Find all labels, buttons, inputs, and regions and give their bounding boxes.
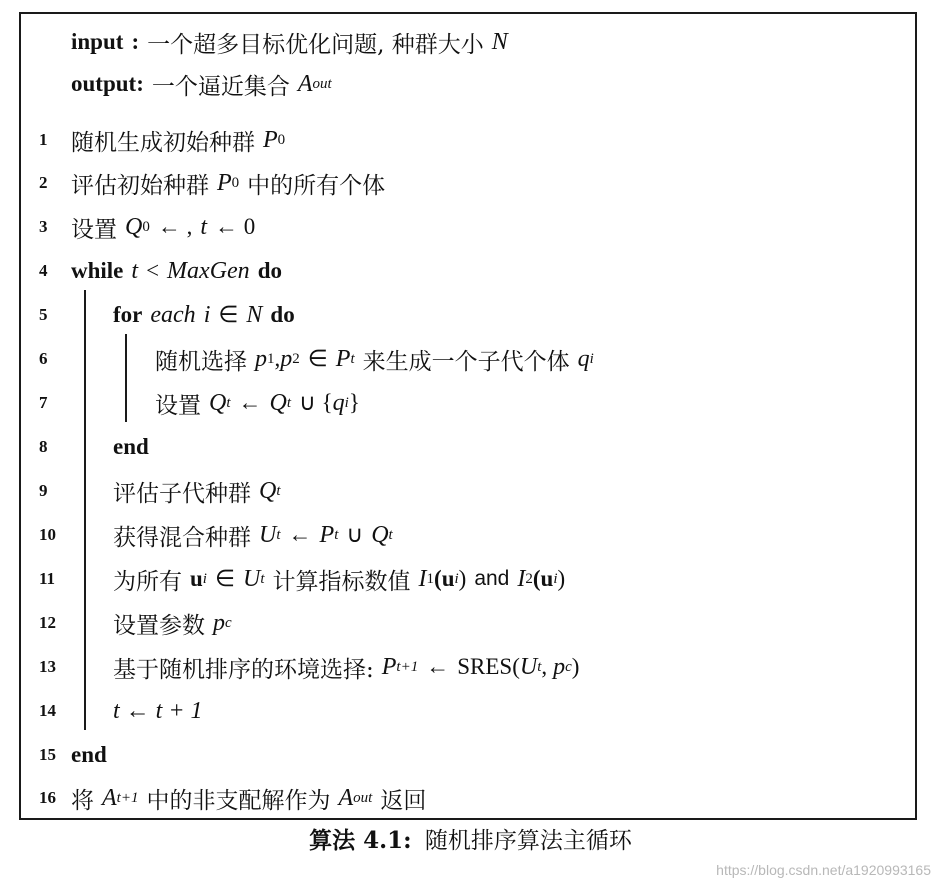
- math-op: ∪: [346, 522, 364, 547]
- math-op: ∈: [218, 302, 239, 327]
- line-number: 16: [39, 788, 56, 807]
- line-number: 14: [39, 701, 56, 720]
- math-sub: t: [276, 482, 281, 499]
- math-op: ,: [541, 654, 548, 679]
- math-sub: 1: [267, 350, 275, 367]
- line-number: 13: [39, 657, 56, 676]
- math-op: }: [348, 390, 360, 415]
- math-op: ← 0: [215, 214, 256, 239]
- algo-line-13: [21, 645, 915, 689]
- math-op: ): [458, 566, 467, 591]
- math-var: I: [418, 565, 427, 592]
- math-sub: t+1: [116, 789, 139, 806]
- algo-line-1: [21, 118, 915, 162]
- math-var: P: [217, 169, 232, 196]
- math-op: ): [557, 566, 566, 591]
- math-var: P: [263, 126, 278, 153]
- math-op: ∈: [214, 566, 236, 591]
- math-op: ←: [238, 390, 262, 415]
- line-number: 10: [39, 525, 56, 544]
- math-sub: t+1: [396, 658, 419, 675]
- math-var: P: [381, 653, 397, 680]
- math-sub: t: [537, 658, 542, 675]
- output-line: [21, 62, 915, 106]
- input-text: 一个超多目标优化问题, 种群大小: [147, 31, 484, 58]
- line-number: 6: [39, 349, 48, 368]
- math-var: p: [213, 609, 225, 636]
- math-var: i: [203, 301, 211, 328]
- math-sub: i: [202, 570, 207, 587]
- math-op: ,: [274, 346, 281, 371]
- math-var: p: [280, 345, 293, 372]
- algo-line-9: [21, 469, 915, 513]
- math-sub: 0: [142, 218, 150, 235]
- algo-line-14: [21, 689, 915, 733]
- algo-line-6: [21, 337, 915, 381]
- math-sub: t: [350, 350, 355, 367]
- algo-line-8: [21, 425, 915, 469]
- math-var: A: [338, 784, 354, 811]
- math-var: P: [335, 345, 351, 372]
- line-text: 基于随机排序的环境选择:: [113, 656, 374, 683]
- math-sub: c: [565, 658, 572, 675]
- math-var: each: [150, 301, 196, 328]
- line-number: 8: [39, 437, 48, 456]
- algo-line-15: [21, 733, 915, 777]
- math-sub: out: [353, 789, 373, 806]
- output-var: A: [297, 70, 313, 97]
- math-var: u: [190, 566, 203, 591]
- math-expr: t ← t + 1: [113, 697, 203, 724]
- input-keyword: input: [71, 29, 124, 54]
- line-text: and: [474, 567, 510, 590]
- algorithm-caption: [0, 822, 941, 855]
- math-op: ∪ {: [299, 390, 333, 415]
- math-var: MaxGen: [167, 257, 250, 284]
- math-sub: i: [589, 350, 594, 367]
- output-text: 一个逼近集合: [151, 73, 290, 100]
- caption-label: 算法 4.1:: [309, 827, 412, 854]
- line-number: 11: [39, 569, 56, 588]
- math-var: t: [131, 257, 139, 284]
- math-var: Q: [209, 389, 227, 416]
- math-sub: i: [454, 570, 459, 587]
- algorithm-box: [19, 12, 917, 820]
- line-text: 随机生成初始种群: [71, 129, 255, 156]
- line-number: 1: [39, 130, 48, 149]
- math-var: Q: [125, 213, 143, 240]
- line-number: 12: [39, 613, 56, 632]
- line-number: 2: [39, 173, 48, 192]
- math-sub: t: [388, 526, 393, 543]
- math-var: Q: [371, 521, 389, 548]
- line-text: 获得混合种群: [113, 524, 251, 551]
- math-var: U: [259, 521, 277, 548]
- output-keyword: output:: [71, 71, 144, 96]
- line-number: 5: [39, 305, 48, 324]
- line-number: 3: [39, 217, 48, 236]
- math-sub: 1: [426, 570, 435, 587]
- math-var: p: [553, 653, 566, 680]
- input-colon: :: [131, 29, 140, 54]
- input-var: N: [491, 28, 508, 55]
- line-text: 返回: [380, 787, 427, 814]
- line-text: 评估子代种群: [113, 480, 251, 507]
- math-sub: i: [344, 394, 349, 411]
- input-line: [21, 20, 915, 64]
- math-sub: t: [334, 526, 339, 543]
- keyword-end: end: [113, 434, 149, 459]
- math-var: p: [255, 345, 267, 372]
- math-var: I: [517, 565, 526, 592]
- math-var: (u: [434, 566, 455, 591]
- line-number: 9: [39, 481, 48, 500]
- math-op: ←: [288, 522, 312, 547]
- math-sub: 2: [292, 350, 300, 367]
- math-sub: 0: [231, 174, 240, 191]
- algo-line-16: [21, 776, 915, 820]
- line-number: 4: [39, 261, 48, 280]
- algo-line-12: [21, 601, 915, 645]
- math-var: P: [319, 521, 335, 548]
- caption-title: 随机排序算法主循环: [424, 828, 632, 854]
- line-text: 为所有: [113, 568, 182, 595]
- math-var: (u: [532, 566, 554, 591]
- math-op: ←: [426, 654, 450, 679]
- line-text: 中的所有个体: [247, 172, 386, 199]
- math-op: ← ,: [157, 214, 193, 239]
- line-text: 设置: [71, 216, 117, 243]
- line-text: 设置: [155, 392, 201, 419]
- line-text: 评估初始种群: [71, 172, 209, 199]
- math-var: Q: [259, 477, 277, 504]
- math-var: U: [519, 653, 538, 680]
- algo-line-5: [21, 293, 915, 337]
- math-sub: t: [276, 526, 281, 543]
- math-sub: t: [260, 570, 265, 587]
- keyword-for: for: [113, 302, 143, 327]
- math-sub: c: [225, 614, 232, 631]
- math-var: U: [243, 565, 261, 592]
- math-op: <: [146, 258, 160, 283]
- math-sub: t: [226, 394, 231, 411]
- line-text: 随机选择: [155, 348, 247, 375]
- keyword-end: end: [71, 742, 107, 767]
- line-text: 设置参数: [113, 612, 205, 639]
- algo-line-11: [21, 557, 915, 601]
- math-sub: 0: [277, 131, 286, 148]
- math-var: t: [200, 213, 208, 240]
- algo-line-3: [21, 205, 915, 249]
- while-scope-rule: [84, 290, 86, 730]
- math-sub: 2: [525, 570, 533, 587]
- line-text: 中的非支配解作为: [146, 787, 331, 814]
- watermark: https://blog.csdn.net/a1920993165: [716, 862, 931, 878]
- line-number: 7: [39, 393, 48, 412]
- math-sub: i: [553, 570, 558, 587]
- line-text: 计算指标数值: [272, 568, 411, 595]
- keyword-while: while: [71, 258, 124, 283]
- math-var: A: [102, 784, 117, 811]
- line-number: 15: [39, 745, 56, 764]
- math-op: ∈: [307, 346, 328, 371]
- for-scope-rule: [125, 334, 127, 422]
- algo-line-2: [21, 161, 915, 205]
- math-op: ): [571, 654, 580, 679]
- line-text: 来生成一个子代个体: [362, 348, 570, 375]
- math-var: q: [577, 345, 590, 372]
- math-var: Q: [269, 389, 287, 416]
- algo-line-4: [21, 249, 915, 293]
- math-var: q: [332, 389, 345, 416]
- math-sub: t: [286, 394, 292, 411]
- output-sub: out: [312, 75, 332, 92]
- keyword-do: do: [257, 258, 282, 283]
- algo-line-7: [21, 381, 915, 425]
- math-func: SRES(: [457, 654, 520, 679]
- line-text: 将: [71, 787, 94, 814]
- math-var: N: [246, 301, 263, 328]
- algo-line-10: [21, 513, 915, 557]
- keyword-do: do: [270, 302, 295, 327]
